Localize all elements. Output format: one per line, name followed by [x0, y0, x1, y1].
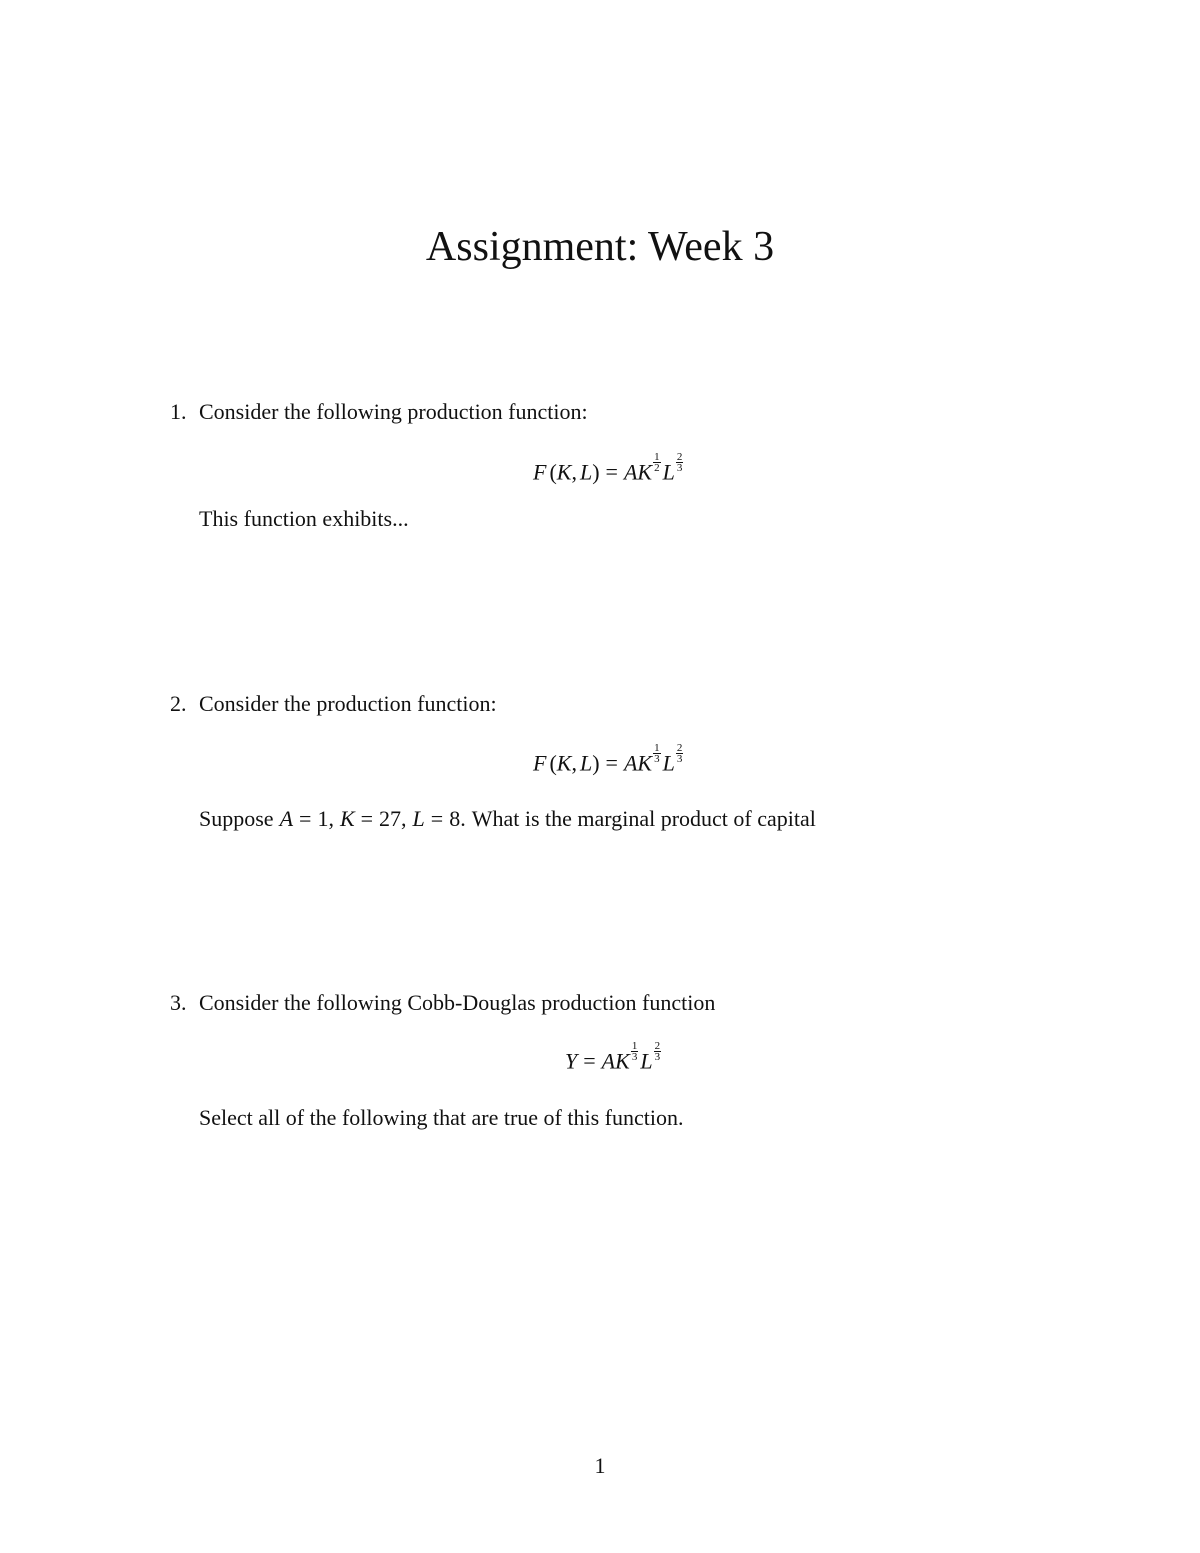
question-1-equation — [533, 452, 685, 487]
eq-1-exponent-l — [676, 452, 684, 473]
eq-2-function: F — [533, 750, 547, 776]
eq-1-exponent-l-num: 2 — [676, 451, 683, 463]
question-2 — [170, 690, 497, 718]
q2-var-a: A — [279, 806, 294, 831]
eq-2-exponent-k-num: 1 — [654, 742, 660, 754]
q2-question: What is the marginal product of capital — [471, 806, 816, 831]
eq-3-exponent-l — [654, 1041, 662, 1062]
question-2-equation — [533, 743, 685, 778]
question-3-equation — [565, 1041, 663, 1076]
question-3 — [170, 989, 715, 1017]
eq-1-function: F — [533, 459, 547, 485]
question-2-prompt: Consider the production function: — [199, 691, 497, 716]
eq-2-exponent-k-den: 3 — [654, 753, 660, 765]
eq-1-var-l: L — [662, 459, 675, 485]
question-1-number: 1. — [170, 399, 187, 424]
eq-1-arg-k: K — [556, 459, 572, 485]
eq-2-paren-open: ( — [549, 750, 557, 776]
eq-1-exponent-k-num: 1 — [654, 451, 660, 463]
q2-eq-a: = — [299, 806, 312, 831]
eq-3-var-k: K — [615, 1048, 630, 1074]
eq-1-comma: , — [571, 459, 577, 485]
eq-1-paren-close: ) — [592, 459, 600, 485]
eq-2-arg-k: K — [556, 750, 572, 776]
eq-1-var-k: K — [637, 459, 653, 485]
eq-2-paren-close: ) — [592, 750, 600, 776]
eq-3-exponent-k-num: 1 — [631, 1040, 638, 1052]
eq-2-exponent-l-den: 3 — [676, 753, 683, 765]
eq-2-arg-l: L — [579, 750, 593, 776]
eq-1-coef: A — [623, 459, 638, 485]
eq-2-comma: , — [571, 750, 577, 776]
eq-1-equals: = — [605, 459, 618, 485]
q2-var-l: L — [412, 806, 425, 831]
q2-val-k: 27, — [379, 806, 407, 831]
q2-eq-k: = — [360, 806, 374, 831]
eq-1-paren-open: ( — [549, 459, 557, 485]
question-3-number: 3. — [170, 990, 187, 1015]
eq-3-lhs: Y — [565, 1048, 578, 1074]
eq-3-exponent-l-num: 2 — [654, 1040, 661, 1052]
page-number: 1 — [594, 1453, 606, 1478]
question-1-followup: This function exhibits... — [199, 506, 409, 531]
eq-3-exponent-l-den: 3 — [654, 1051, 661, 1063]
eq-2-coef: A — [623, 750, 638, 776]
question-1 — [170, 398, 588, 426]
q2-suppose: Suppose — [199, 806, 274, 831]
eq-1-arg-l: L — [579, 459, 593, 485]
eq-3-var-l: L — [640, 1048, 653, 1074]
eq-2-var-k: K — [637, 750, 653, 776]
q2-var-k: K — [339, 806, 355, 831]
question-2-number: 2. — [170, 691, 187, 716]
eq-3-equals: = — [583, 1048, 596, 1074]
question-3-followup: Select all of the following that are true of this function. — [199, 1105, 684, 1130]
eq-1-exponent-l-den: 3 — [676, 462, 683, 474]
q2-eq-l: = — [430, 806, 444, 831]
eq-2-exponent-l — [676, 743, 684, 764]
question-2-followup — [199, 805, 816, 833]
eq-2-equals: = — [605, 750, 618, 776]
question-1-prompt: Consider the following production function: — [199, 399, 588, 424]
eq-3-exponent-k — [631, 1041, 639, 1062]
q2-val-a: 1, — [317, 806, 334, 831]
eq-3-exponent-k-den: 3 — [631, 1051, 638, 1063]
eq-1-exponent-k-den: 2 — [654, 462, 660, 474]
q2-val-l: 8. — [449, 806, 466, 831]
eq-1-exponent-k — [653, 452, 661, 473]
page-title: Assignment: Week 3 — [425, 224, 775, 270]
eq-2-exponent-l-num: 2 — [676, 742, 683, 754]
eq-2-exponent-k — [653, 743, 661, 764]
eq-2-var-l: L — [662, 750, 675, 776]
eq-3-coef: A — [601, 1048, 616, 1074]
question-3-prompt: Consider the following Cobb-Douglas production function — [199, 990, 716, 1015]
